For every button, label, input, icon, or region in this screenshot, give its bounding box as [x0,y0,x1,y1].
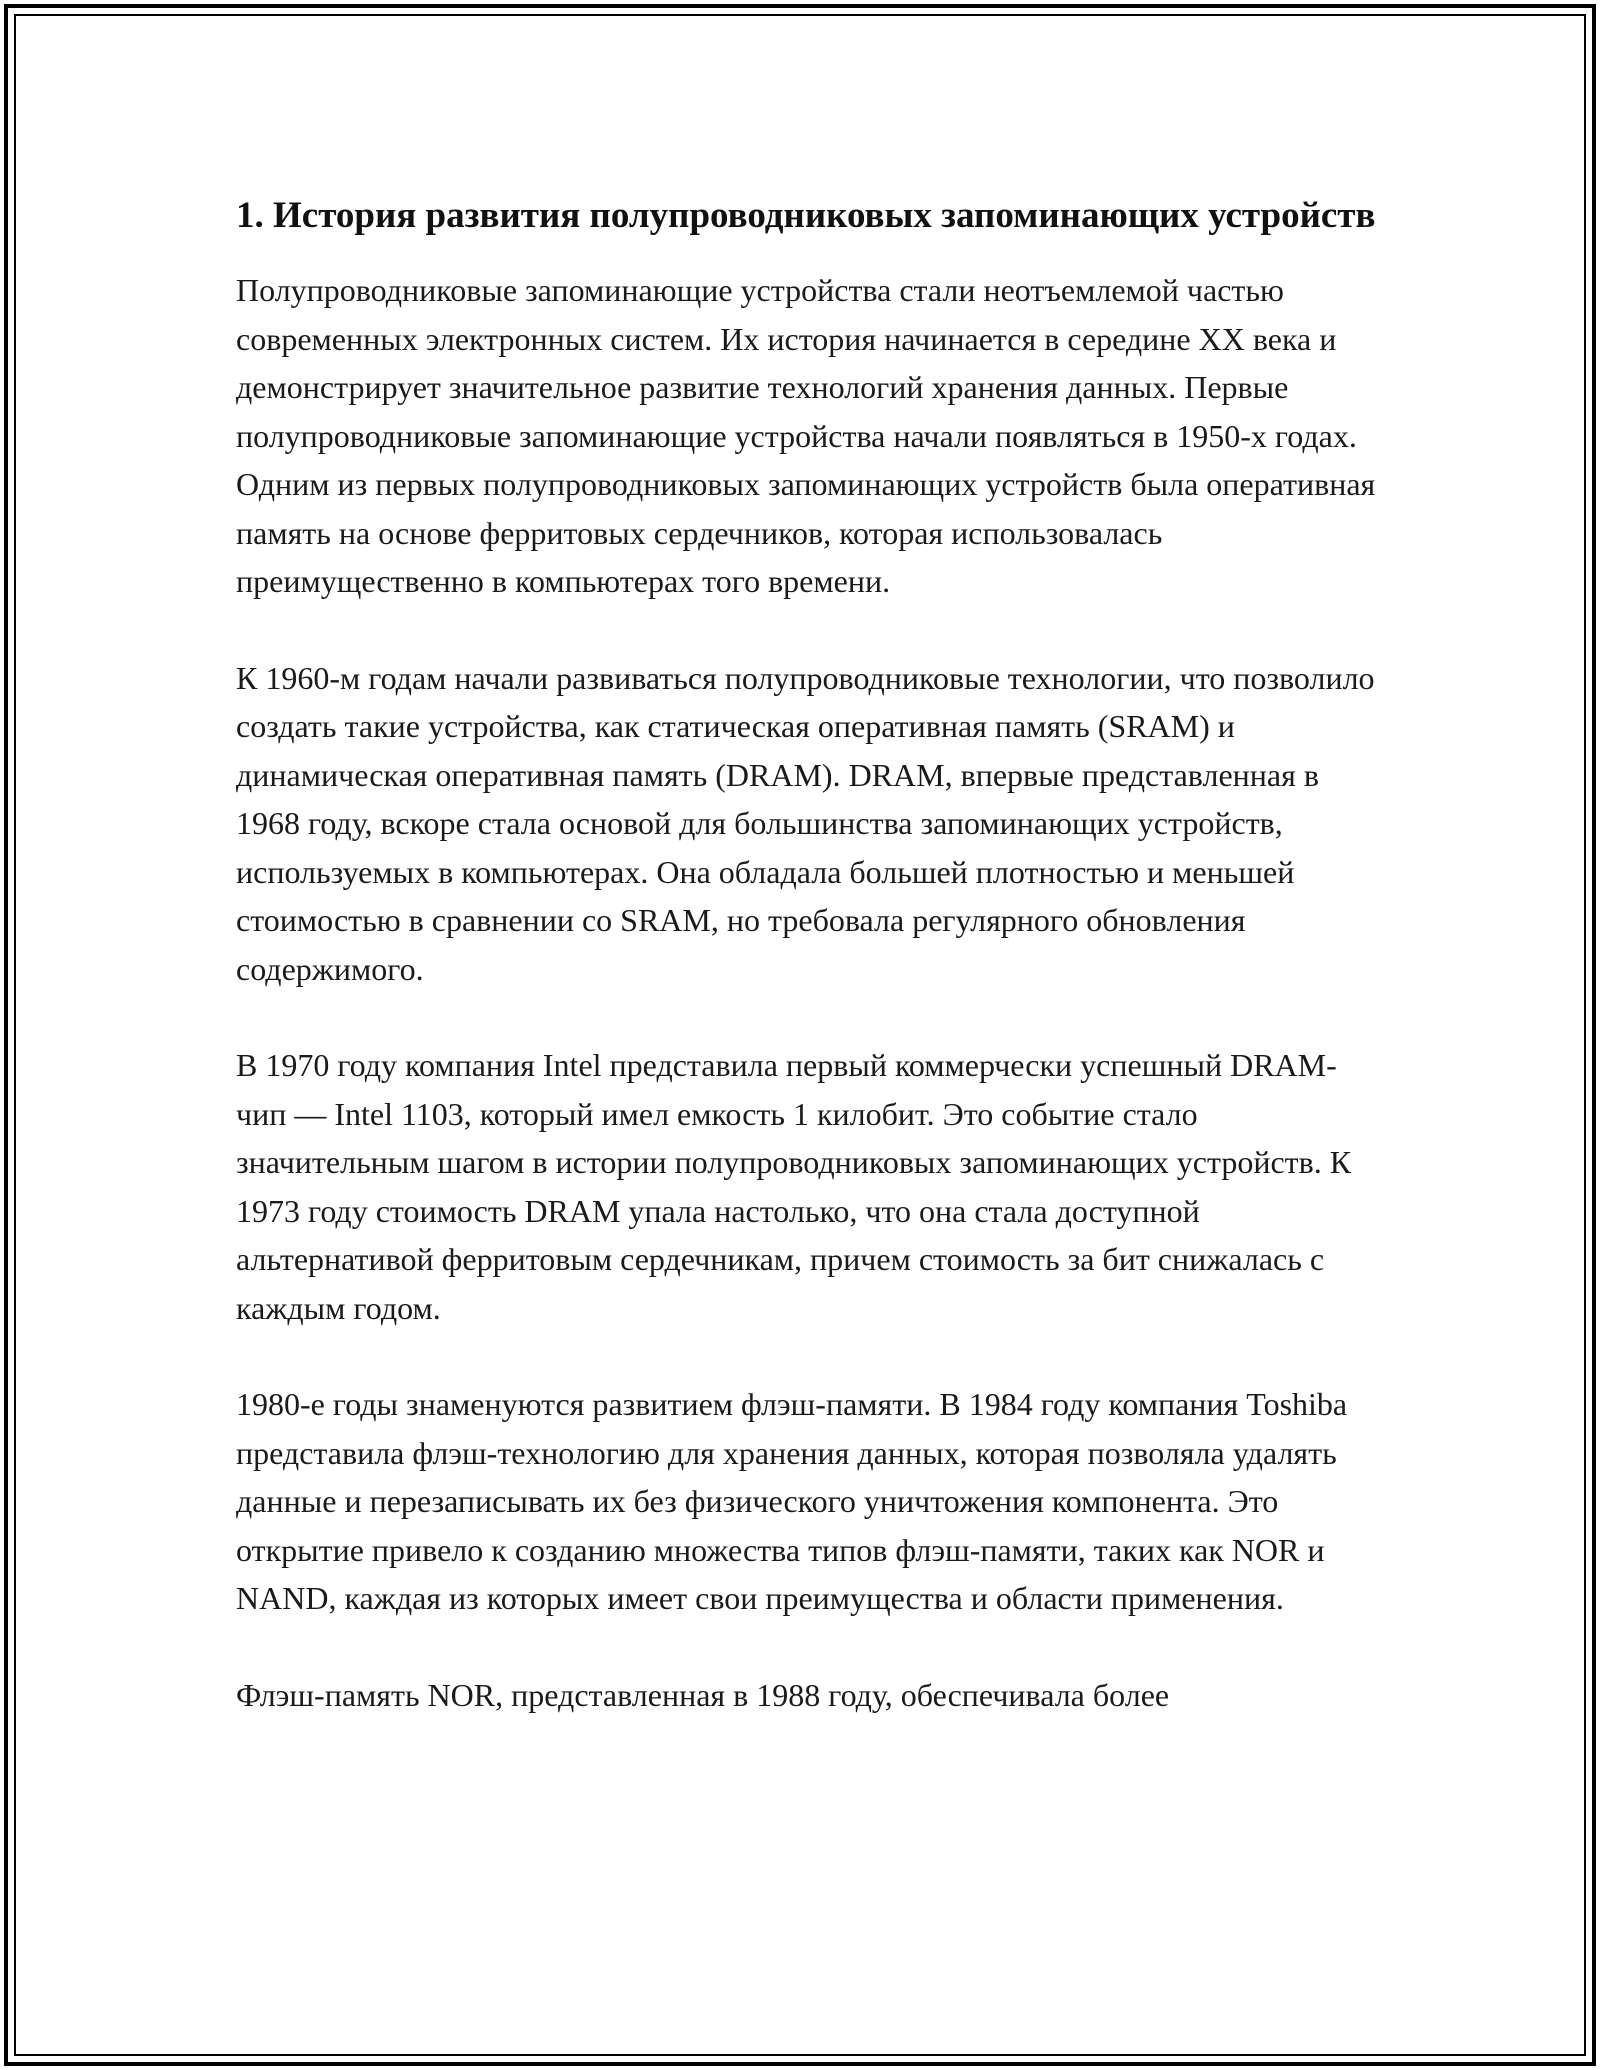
paragraph-5: Флэш-память NOR, представленная в 1988 году, обеспечивала более [236,1676,1170,1713]
document-body [236,188,1376,1767]
paragraph-3: В 1970 году компания Intel представила первый коммерчески успешный DRAM-чип — Intel 1103, который имел емкость 1 килобит. Это событие стало значительным шагом в истории полупроводниковых запоминающих устройств. К 1973 году стоимость DRAM упала настолько, что она стала доступной альтернативой ферритовым сердечникам, причем стоимость за бит снижалась с каждым годом. [236,1047,1352,1326]
paragraph-4: 1980-е годы знаменуются развитием флэш-памяти. В 1984 году компания Toshiba представила флэш-технологию для хранения данных, которая позволяла удалять данные и перезаписывать их без физического уничтожения компонента. Это открытие привело к созданию множества типов флэш-памяти, таких как NOR и NAND, каждая из которых имеет свои преимущества и области применения. [236,1386,1348,1616]
section-heading: 1. История развития полупроводниковых запоминающих устройств [236,195,1376,236]
paragraph-1: Полупроводниковые запоминающие устройства стали неотъемлемой частью современных электронных систем. Их история начинается в середине XX века и демонстрирует значительное развитие технологий хранения данных. Первые полупроводниковые запоминающие устройства начали появляться в 1950-х годах. Одним из первых полупроводниковых запоминающих устройств была оперативная память на основе ферритовых сердечников, которая использовалась преимущественно в компьютерах того времени. [236,272,1376,599]
paragraph-2: К 1960-м годам начали развиваться полупроводниковые технологии, что позволило создать такие устройства, как статическая оперативная память (SRAM) и динамическая оперативная память (DRAM). DRAM, впервые представленная в 1968 году, вскоре стала основой для большинства запоминающих устройств, используемых в компьютерах. Она обладала большей плотностью и меньшей стоимостью в сравнении со SRAM, но требовала регулярного обновления содержимого. [236,659,1375,987]
